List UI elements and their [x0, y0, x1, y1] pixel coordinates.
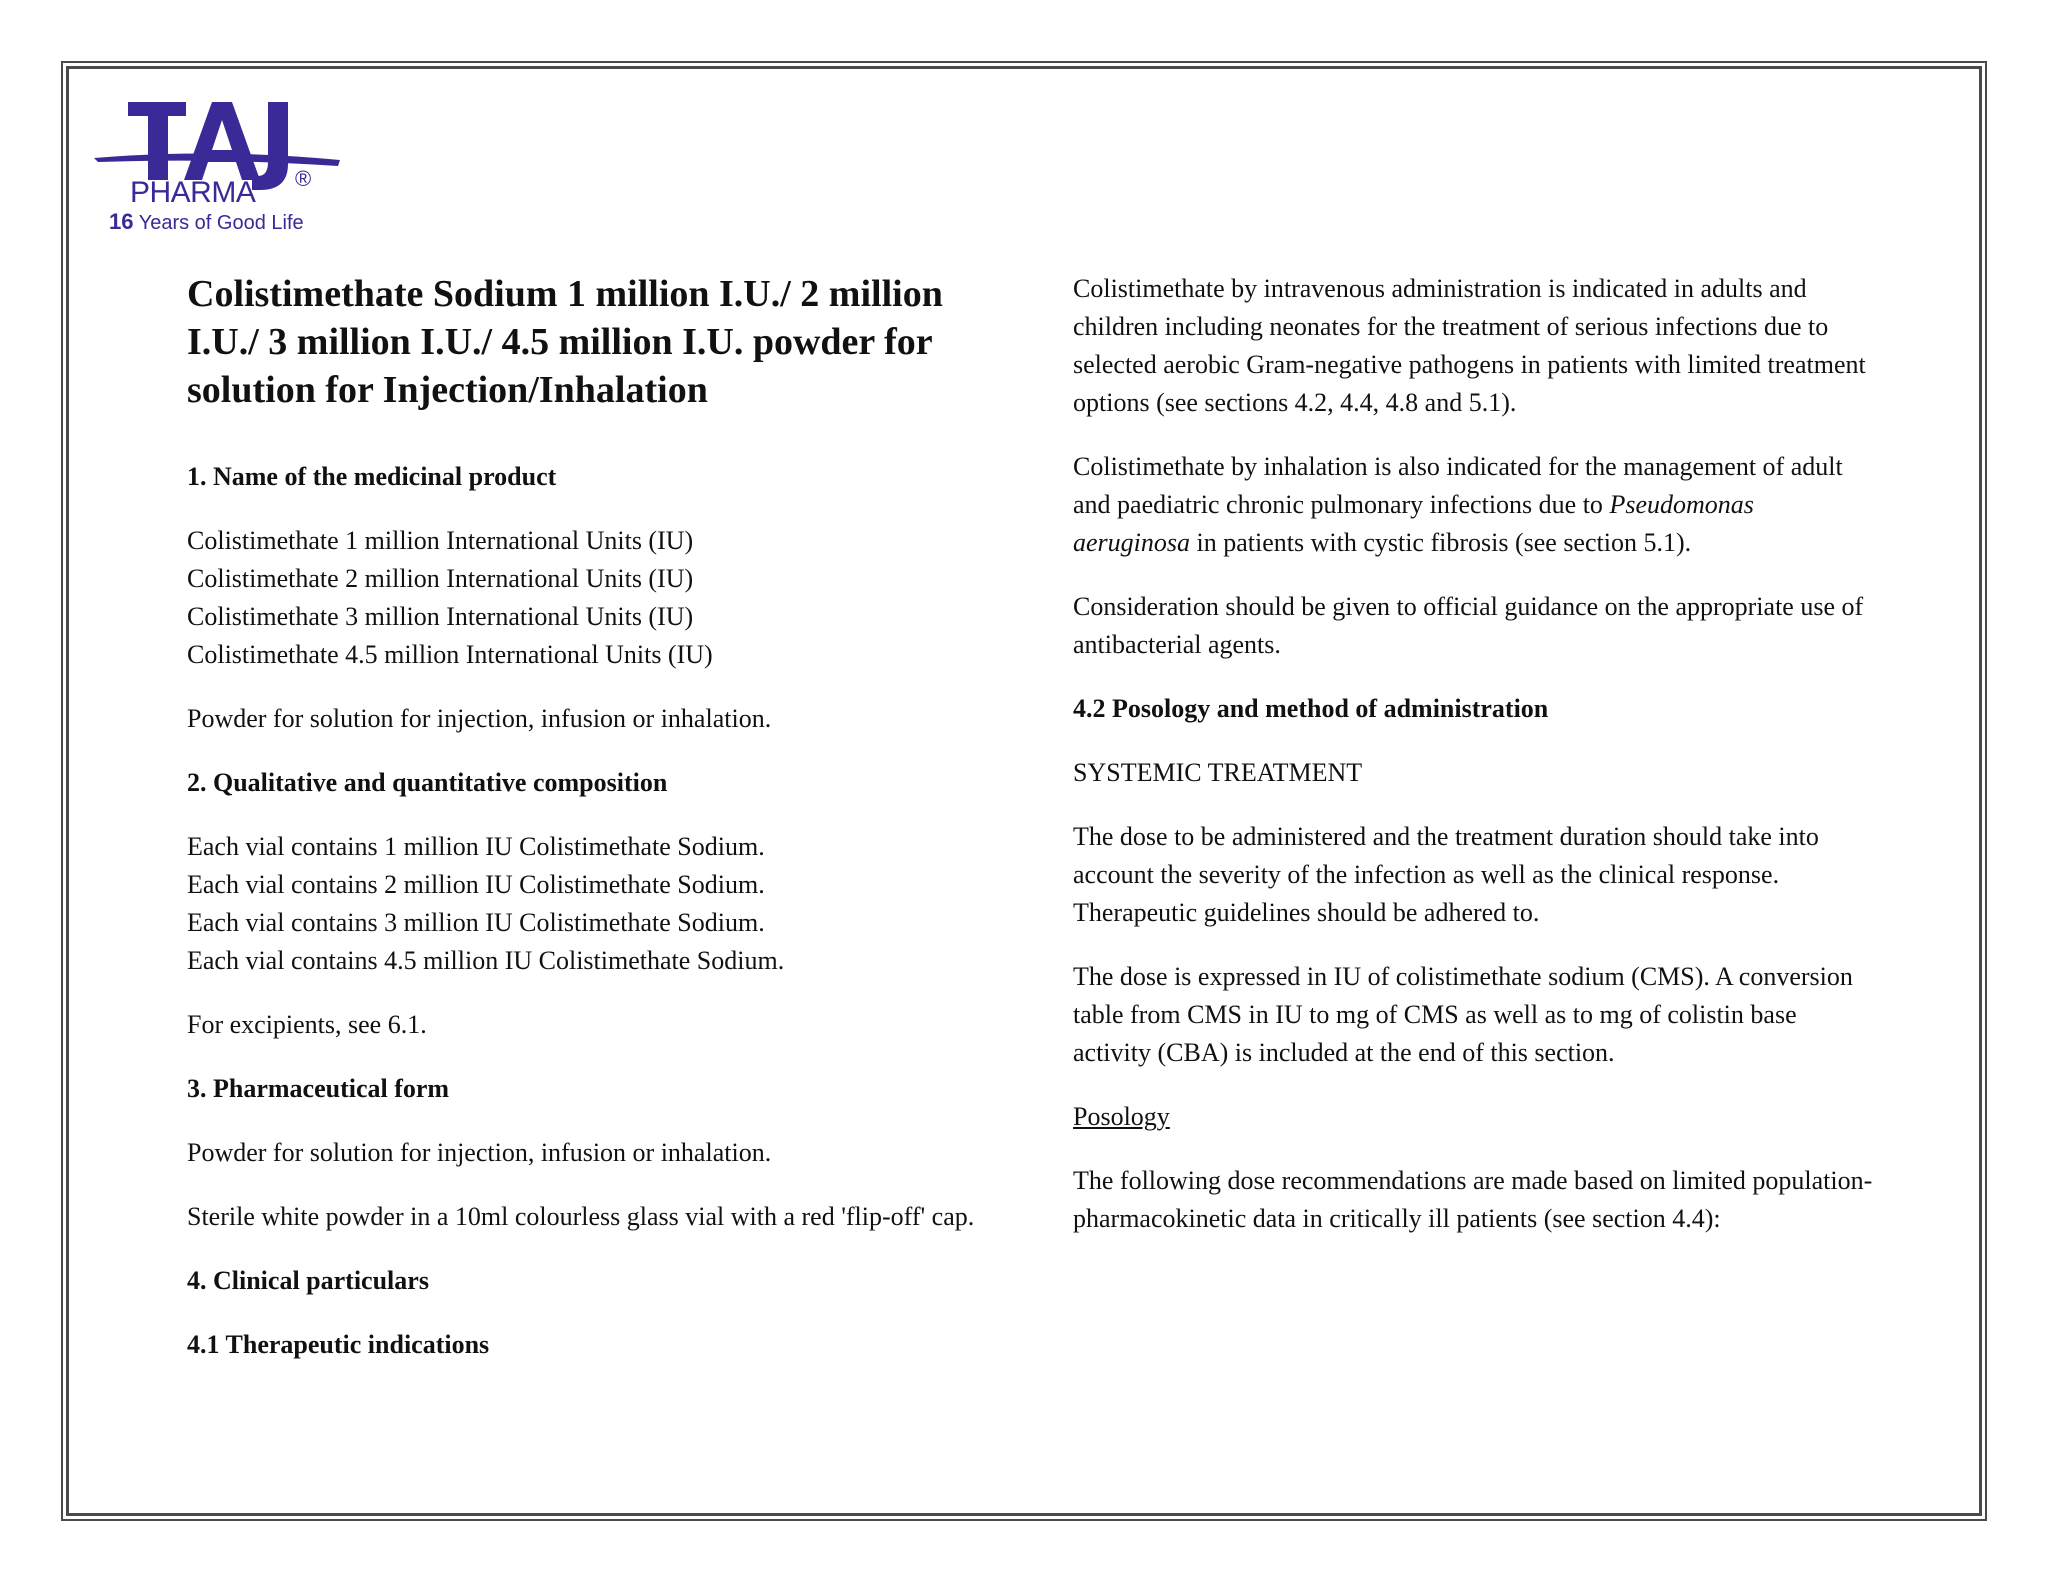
- product-name-line: Colistimethate 3 million International Units (IU): [187, 602, 694, 631]
- product-names: [187, 522, 987, 674]
- composition-lines: [187, 828, 987, 980]
- product-name-line: Colistimethate 2 million International Units (IU): [187, 564, 694, 593]
- section-1-form: Powder for solution for injection, infusion or inhalation.: [187, 704, 772, 733]
- product-name-line: Colistimethate 1 million International Units (IU): [187, 526, 694, 555]
- registered-mark: ®: [295, 166, 312, 191]
- document-title: Colistimethate Sodium 1 million I.U./ 2 million I.U./ 3 million I.U./ 4.5 million I.U. powder for solution for Injection/Inhalation: [187, 273, 943, 411]
- section-3-description: Sterile white powder in a 10ml colourless glass vial with a red 'flip-off' cap.: [187, 1202, 975, 1231]
- excipients-note: For excipients, see 6.1.: [187, 1010, 427, 1039]
- tagline-number: 16: [109, 209, 134, 234]
- section-1-heading: 1. Name of the medicinal product: [187, 462, 557, 491]
- section-4-heading: 4. Clinical particulars: [187, 1266, 429, 1295]
- right-column: [1073, 270, 1873, 1264]
- composition-line: Each vial contains 4.5 million IU Colistimethate Sodium.: [187, 946, 785, 975]
- inhalation-text-end: in patients with cystic fibrosis (see section 5.1).: [1190, 528, 1692, 557]
- section-3-form: Powder for solution for injection, infusion or inhalation.: [187, 1138, 772, 1167]
- indication-inhalation-paragraph: [1073, 448, 1873, 562]
- composition-line: Each vial contains 1 million IU Colistimethate Sodium.: [187, 832, 765, 861]
- indication-iv-paragraph: Colistimethate by intravenous administration is indicated in adults and children including neonates for the treatment of serious infections due to selected aerobic Gram-negative pathogens in patients with limited treatment options (see sections 4.2, 4.4, 4.8 and 5.1).: [1073, 274, 1866, 417]
- left-column: [187, 270, 987, 1390]
- section-4-2-heading: 4.2 Posology and method of administration: [1073, 694, 1549, 723]
- tagline-text: Years of Good Life: [138, 212, 304, 234]
- pathogen-name: Pseudomonas aeruginosa: [1073, 490, 1754, 557]
- inhalation-text-start: Colistimethate by inhalation is also indicated for the management of adult and paediatric chronic pulmonary infections due to: [1073, 452, 1843, 519]
- dose-recommendations-paragraph: The following dose recommendations are made based on limited population-pharmacokinetic data in critically ill patients (see section 4.4):: [1073, 1166, 1873, 1233]
- logo-tagline: [109, 211, 304, 234]
- section-3-heading: 3. Pharmaceutical form: [187, 1074, 450, 1103]
- posology-subheading: Posology: [1073, 1102, 1170, 1131]
- composition-line: Each vial contains 3 million IU Colistimethate Sodium.: [187, 908, 765, 937]
- dose-units-paragraph: The dose is expressed in IU of colistimethate sodium (CMS). A conversion table from CMS in IU to mg of CMS as well as to mg of colistin base activity (CBA) is included at the end of this section.: [1073, 962, 1853, 1067]
- section-2-heading: 2. Qualitative and quantitative composition: [187, 768, 668, 797]
- taj-pharma-logo: [92, 98, 352, 238]
- guidance-paragraph: Consideration should be given to official guidance on the appropriate use of antibacterial agents.: [1073, 592, 1864, 659]
- systemic-treatment-label: SYSTEMIC TREATMENT: [1073, 758, 1363, 787]
- product-name-line: Colistimethate 4.5 million International Units (IU): [187, 640, 713, 669]
- composition-line: Each vial contains 2 million IU Colistimethate Sodium.: [187, 870, 765, 899]
- dose-duration-paragraph: The dose to be administered and the treatment duration should take into account the severity of the infection as well as the clinical response. Therapeutic guidelines should be adhered to.: [1073, 822, 1819, 927]
- logo-pharma-text: PHARMA: [130, 176, 256, 209]
- section-4-1-heading: 4.1 Therapeutic indications: [187, 1330, 490, 1359]
